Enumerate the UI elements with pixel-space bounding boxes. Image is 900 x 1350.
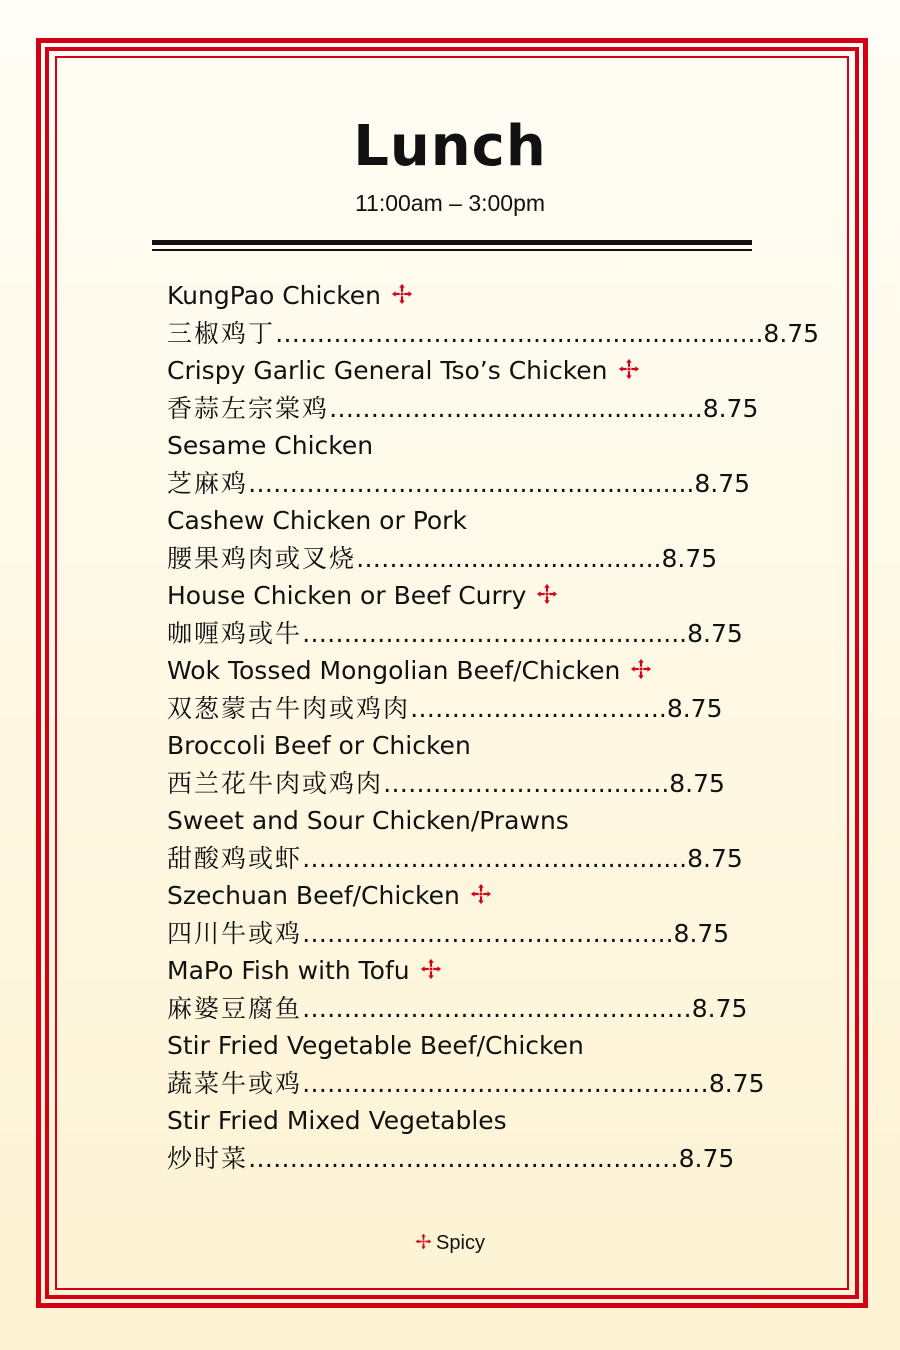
menu-item-chinese-name: 四川牛或鸡 (167, 918, 303, 948)
menu-item-chinese-name: 双葱蒙古牛肉或鸡肉 (167, 693, 411, 723)
menu-item-name-line (167, 352, 747, 390)
menu-item-price-line (167, 390, 759, 428)
menu-item-price-line (167, 915, 747, 953)
spicy-icon (470, 883, 492, 905)
menu-item-leader-dots: ……………..……………............... (302, 843, 688, 873)
menu-item-leader-dots: ……………………............................... (248, 468, 695, 498)
menu-hours: 11:00am – 3:00pm (354, 190, 546, 216)
menu-item-name-line (167, 727, 747, 765)
menu-item-name: KungPao Chicken (167, 281, 382, 310)
menu-item-chinese-name: 甜酸鸡或虾 (167, 843, 303, 873)
menu-item-price-line (167, 1065, 765, 1103)
menu-item-price-line (167, 840, 747, 878)
menu-item-leader-dots: ……………..………….. (410, 693, 667, 723)
menu-item-chinese-name: 麻婆豆腐鱼 (167, 993, 303, 1023)
menu-item-name-line (167, 1027, 747, 1065)
menu-list (167, 277, 820, 1177)
menu-item-name: Sweet and Sour Chicken/Prawns (167, 806, 569, 835)
menu-item-price-line (167, 990, 747, 1028)
spicy-icon (391, 283, 413, 305)
menu-item-name-line (167, 1102, 747, 1140)
menu-item-price: 8.75 (708, 1068, 765, 1098)
menu-item (167, 727, 747, 802)
menu-item (167, 877, 747, 952)
menu-item-name-line (167, 652, 747, 690)
menu-item-leader-dots: ………..…………………………..…...… (248, 1143, 679, 1173)
menu-item-leader-dots: ………………….............. (383, 768, 670, 798)
menu-title: Lunch (353, 114, 547, 179)
menu-item-price-line (167, 540, 747, 578)
menu-item-chinese-name: 咖喱鸡或牛 (167, 618, 303, 648)
menu-item-leader-dots: …………………..………………...… (302, 993, 692, 1023)
menu-item-name-line (167, 277, 747, 315)
menu-item-chinese-name: 芝麻鸡 (167, 468, 249, 498)
spicy-legend-label: Spicy (436, 1232, 485, 1254)
menu-item (167, 502, 747, 577)
menu-item-price: 8.75 (702, 393, 759, 423)
menu-item-price-line (167, 690, 747, 728)
menu-item-name-line (167, 802, 747, 840)
spicy-icon (536, 583, 558, 605)
menu-item-leader-dots: ……………….......................….. (329, 393, 703, 423)
menu-item-price: 8.75 (687, 843, 743, 873)
menu-item-price: 8.75 (691, 993, 748, 1023)
menu-item-name: Szechuan Beef/Chicken (167, 881, 460, 910)
menu-item (167, 652, 747, 727)
menu-item-name: House Chicken or Beef Curry (167, 581, 527, 610)
menu-item-chinese-name: 西兰花牛肉或鸡肉 (167, 768, 384, 798)
menu-item-name: Cashew Chicken or Pork (167, 506, 467, 535)
header-rule-thick (152, 240, 752, 245)
menu-item-price: 8.75 (661, 543, 718, 573)
menu-item-leader-dots: ……………..…………….……...... (302, 918, 674, 948)
header-rule-thin (152, 249, 752, 251)
menu-item-price: 8.75 (669, 768, 725, 798)
menu-item-leader-dots: ………………………….............................. (275, 318, 764, 348)
menu-item-name: Sesame Chicken (167, 431, 374, 460)
menu-item-price-line (167, 465, 751, 503)
spicy-legend (0, 1228, 900, 1258)
menu-item-name-line (167, 577, 747, 615)
menu-item (167, 577, 747, 652)
menu-item (167, 427, 751, 502)
menu-item-chinese-name: 蔬菜牛或鸡 (167, 1068, 303, 1098)
menu-item-name: Stir Fried Vegetable Beef/Chicken (167, 1031, 584, 1060)
menu-item-price-line (167, 1140, 747, 1178)
spicy-icon (420, 958, 442, 980)
menu-item (167, 277, 820, 352)
menu-item-name: MaPo Fish with Tofu (167, 956, 410, 985)
spicy-icon (630, 658, 652, 680)
menu-item-price: 8.75 (694, 468, 751, 498)
menu-item-name: Crispy Garlic General Tso’s Chicken (167, 356, 608, 385)
menu-item-chinese-name: 香蒜左宗棠鸡 (167, 393, 330, 423)
menu-item-name: Wok Tossed Mongolian Beef/Chicken (167, 656, 621, 685)
menu-item (167, 1102, 747, 1177)
menu-item-name-line (167, 877, 747, 915)
spicy-icon (415, 1233, 432, 1250)
menu-item-name-line (167, 427, 747, 465)
menu-item-name: Broccoli Beef or Chicken (167, 731, 471, 760)
menu-item-price: 8.75 (687, 618, 743, 648)
menu-item-price-line (167, 615, 747, 653)
menu-item-chinese-name: 炒时菜 (167, 1143, 249, 1173)
menu-item (167, 802, 747, 877)
menu-item-name-line (167, 502, 747, 540)
menu-item-leader-dots: ………............................. (356, 543, 662, 573)
menu-item-price: 8.75 (673, 918, 730, 948)
menu-item-price-line (167, 315, 820, 353)
menu-item-chinese-name: 腰果鸡肉或叉烧 (167, 543, 357, 573)
menu-item-name-line (167, 952, 747, 990)
menu-item-price: 8.75 (763, 318, 820, 348)
menu-item-leader-dots: ………………………………….…...… (302, 1068, 709, 1098)
spicy-icon (618, 358, 640, 380)
menu-item (167, 1027, 765, 1102)
menu-item-price-line (167, 765, 747, 803)
menu-item-chinese-name: 三椒鸡丁 (167, 318, 276, 348)
menu-item-name: Stir Fried Mixed Vegetables (167, 1106, 507, 1135)
menu-item-price: 8.75 (666, 693, 723, 723)
menu-item-price: 8.75 (678, 1143, 735, 1173)
menu-item-leader-dots: ………………..…………............... (302, 618, 688, 648)
menu-item (167, 352, 759, 427)
menu-item (167, 952, 747, 1027)
